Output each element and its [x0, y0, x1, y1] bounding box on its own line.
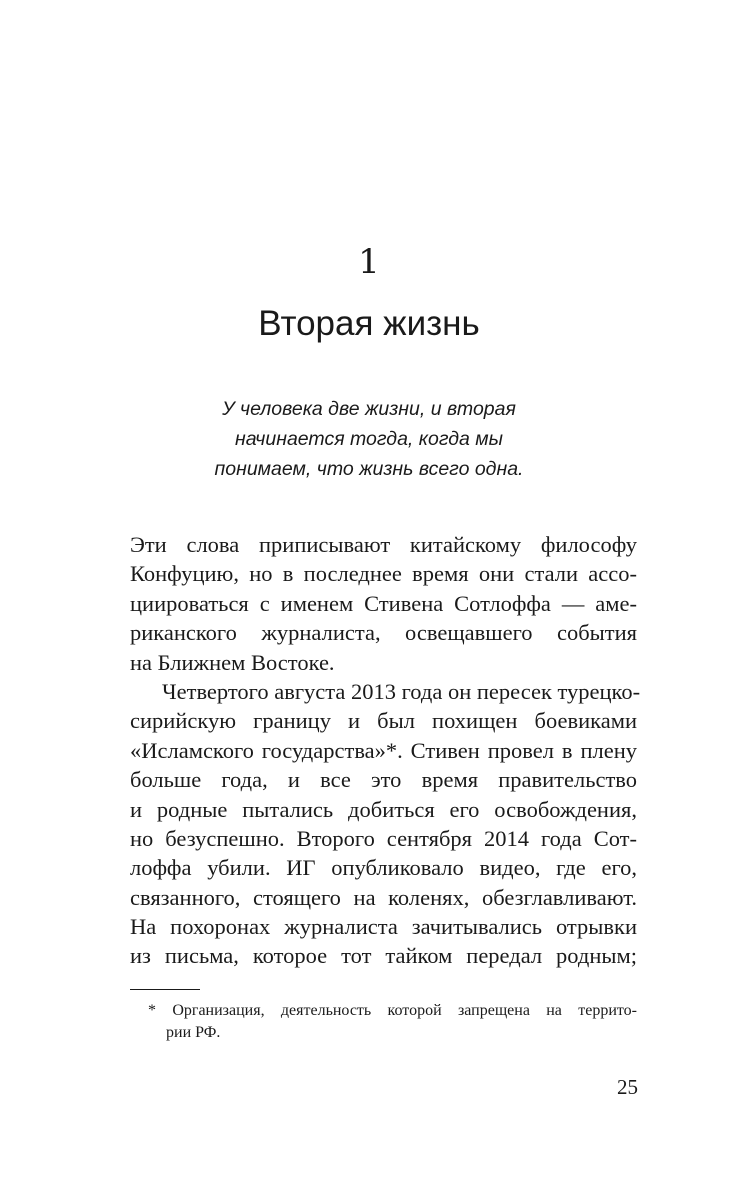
page-number: 25 [617, 1075, 638, 1099]
chapter-number: 1 [358, 242, 380, 282]
body-text [130, 530, 641, 971]
paragraph-1 [130, 530, 637, 677]
footnote-rule [130, 989, 200, 990]
epigraph-line: начинается тогда, когда мы [235, 428, 503, 450]
text-line: сирийскую границу и был похищен боевиками [130, 708, 637, 734]
text-line: Эти слова приписывают китайскому философу [130, 532, 637, 557]
epigraph-line: понимаем, что жизнь всего одна. [214, 458, 524, 480]
text-line: На похоронах журналиста зачитывались отрывки [130, 914, 637, 940]
footnote-line: * Организация, деятельность которой запрещена на террито- [148, 1002, 637, 1019]
footnote-line: рии РФ. [166, 1024, 221, 1041]
text-line: Четвертого августа 2013 года он пересек турецко- [162, 678, 641, 704]
text-line: но безуспешно. Второго сентября 2014 года Сот- [130, 825, 637, 851]
epigraph-line: У человека две жизни, и вторая [222, 398, 516, 420]
text-line: больше года, и все это время правительство [130, 767, 637, 793]
text-line: Конфуцию, но в последнее время они стали ассо- [130, 561, 637, 587]
text-line: и родные пытались добиться его освобождения, [130, 796, 637, 822]
paragraph-2 [130, 677, 641, 971]
text-line: связанного, стоящего на коленях, обезглавливают. [130, 884, 637, 910]
footnote [148, 1000, 637, 1044]
text-line: риканского журналиста, освещавшего события [130, 620, 637, 646]
text-line: на Ближнем Востоке. [130, 649, 335, 675]
text-line: «Исламского государства»*. Стивен провел в плену [130, 737, 637, 763]
text-line: лоффа убили. ИГ опубликовало видео, где его, [130, 855, 637, 881]
text-line: из письма, которое тот тайком передал родным; [130, 943, 637, 969]
chapter-title: Вторая жизнь [258, 304, 480, 343]
epigraph [150, 394, 588, 484]
text-line: циироваться с именем Стивена Сотлоффа — аме- [130, 590, 637, 616]
